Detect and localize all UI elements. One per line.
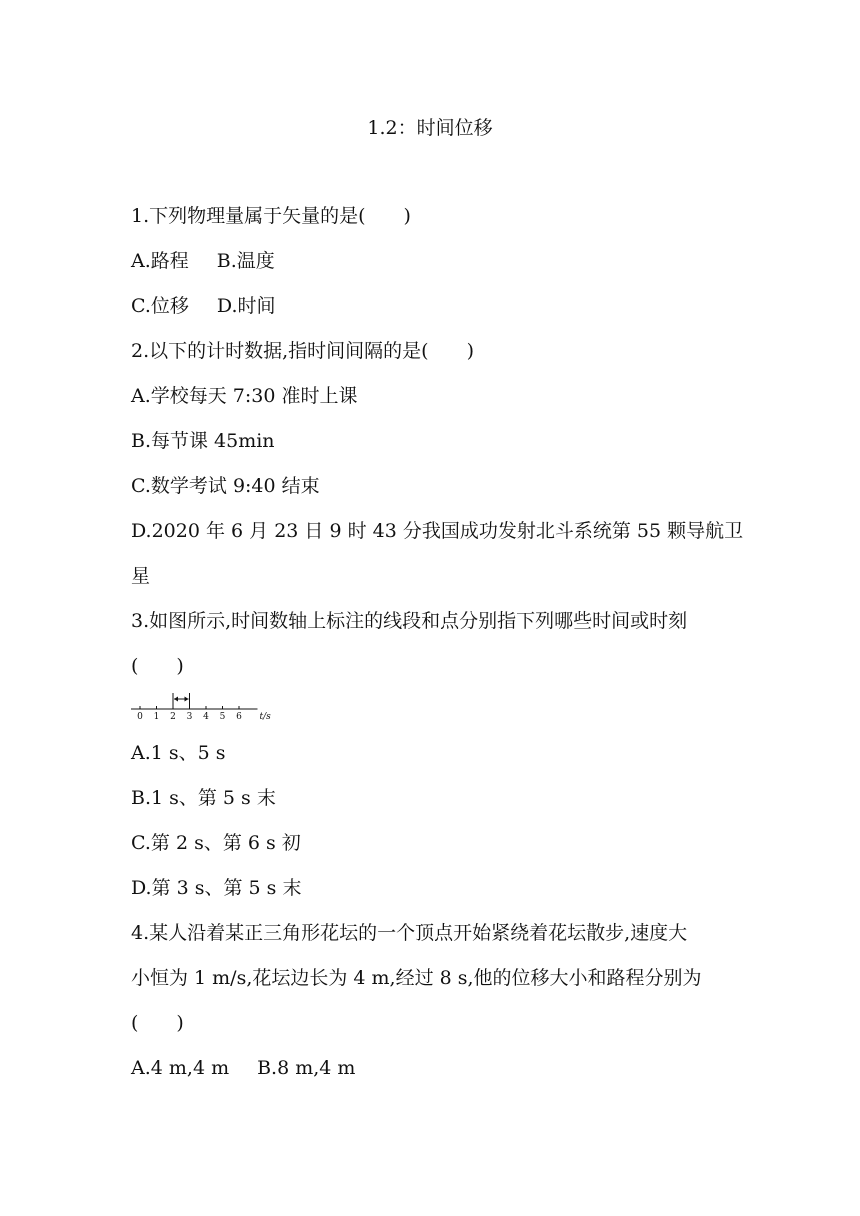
q2-option-c: C.数学考试 9:40 结束 [131,475,320,497]
time-axis-diagram [131,691,291,731]
q3-stem-line1: 3.如图所示,时间数轴上标注的线段和点分别指下列哪些时间或时刻 [131,610,688,632]
q4-choices-ab [131,1046,741,1091]
q3-option-b: B.1 s、第 5 s 末 [131,787,276,809]
q4-stem-line3: ( ) [131,1012,184,1034]
q4-option-a: A.4 m,4 m [131,1057,230,1079]
q1-choices-ab [131,239,741,284]
q1-choices-cd [131,284,741,329]
question-list [131,194,744,1091]
q1-stem: 1.下列物理量属于矢量的是( ) [131,205,411,227]
axis-tick-label-0: 0 [137,712,143,722]
q3-option-c: C.第 2 s、第 6 s 初 [131,832,301,854]
q1-option-c: C.位移 [131,295,189,317]
q2-option-a: A.学校每天 7:30 准时上课 [131,385,358,407]
q1-option-d: D.时间 [216,295,276,317]
q4-stem-line1: 4.某人沿着某正三角形花坛的一个顶点开始紧绕着花坛散步,速度大 [131,922,688,944]
axis-tick-label-1: 1 [153,712,160,722]
q2-option-d-line1: D.2020 年 6 月 23 日 9 时 43 分我国成功发射北斗系统第 55 颗导航卫 [131,520,744,542]
axis-tick-label-6: 6 [236,712,242,722]
axis-unit-label: t/s [259,712,271,722]
q3-option-d: D.第 3 s、第 5 s 末 [131,877,302,899]
segment-arrow-left [174,697,178,702]
q2-stem: 2.以下的计时数据,指时间间隔的是( ) [131,340,474,362]
page-title: 1.2：时间位移 [367,117,493,139]
axis-tick-label-4: 4 [203,712,209,722]
q2-option-b: B.每节课 45min [131,430,275,452]
q1-option-a: A.路程 [131,250,189,272]
axis-tick-label-3: 3 [186,712,193,722]
time-axis-figure [131,689,741,731]
q1-option-b: B.温度 [216,250,275,272]
q3-stem-line2: ( ) [131,655,184,677]
segment-arrow-right [185,697,189,702]
q3-option-a: A.1 s、5 s [131,742,226,764]
axis-tick-label-2: 2 [170,712,176,722]
q2-option-d-line2: 星 [131,565,151,587]
q4-option-b: B.8 m,4 m [257,1057,356,1079]
axis-tick-label-5: 5 [219,712,226,722]
q4-stem-line2: 小恒为 1 m/s,花坛边长为 4 m,经过 8 s,他的位移大小和路程分别为 [131,967,702,989]
